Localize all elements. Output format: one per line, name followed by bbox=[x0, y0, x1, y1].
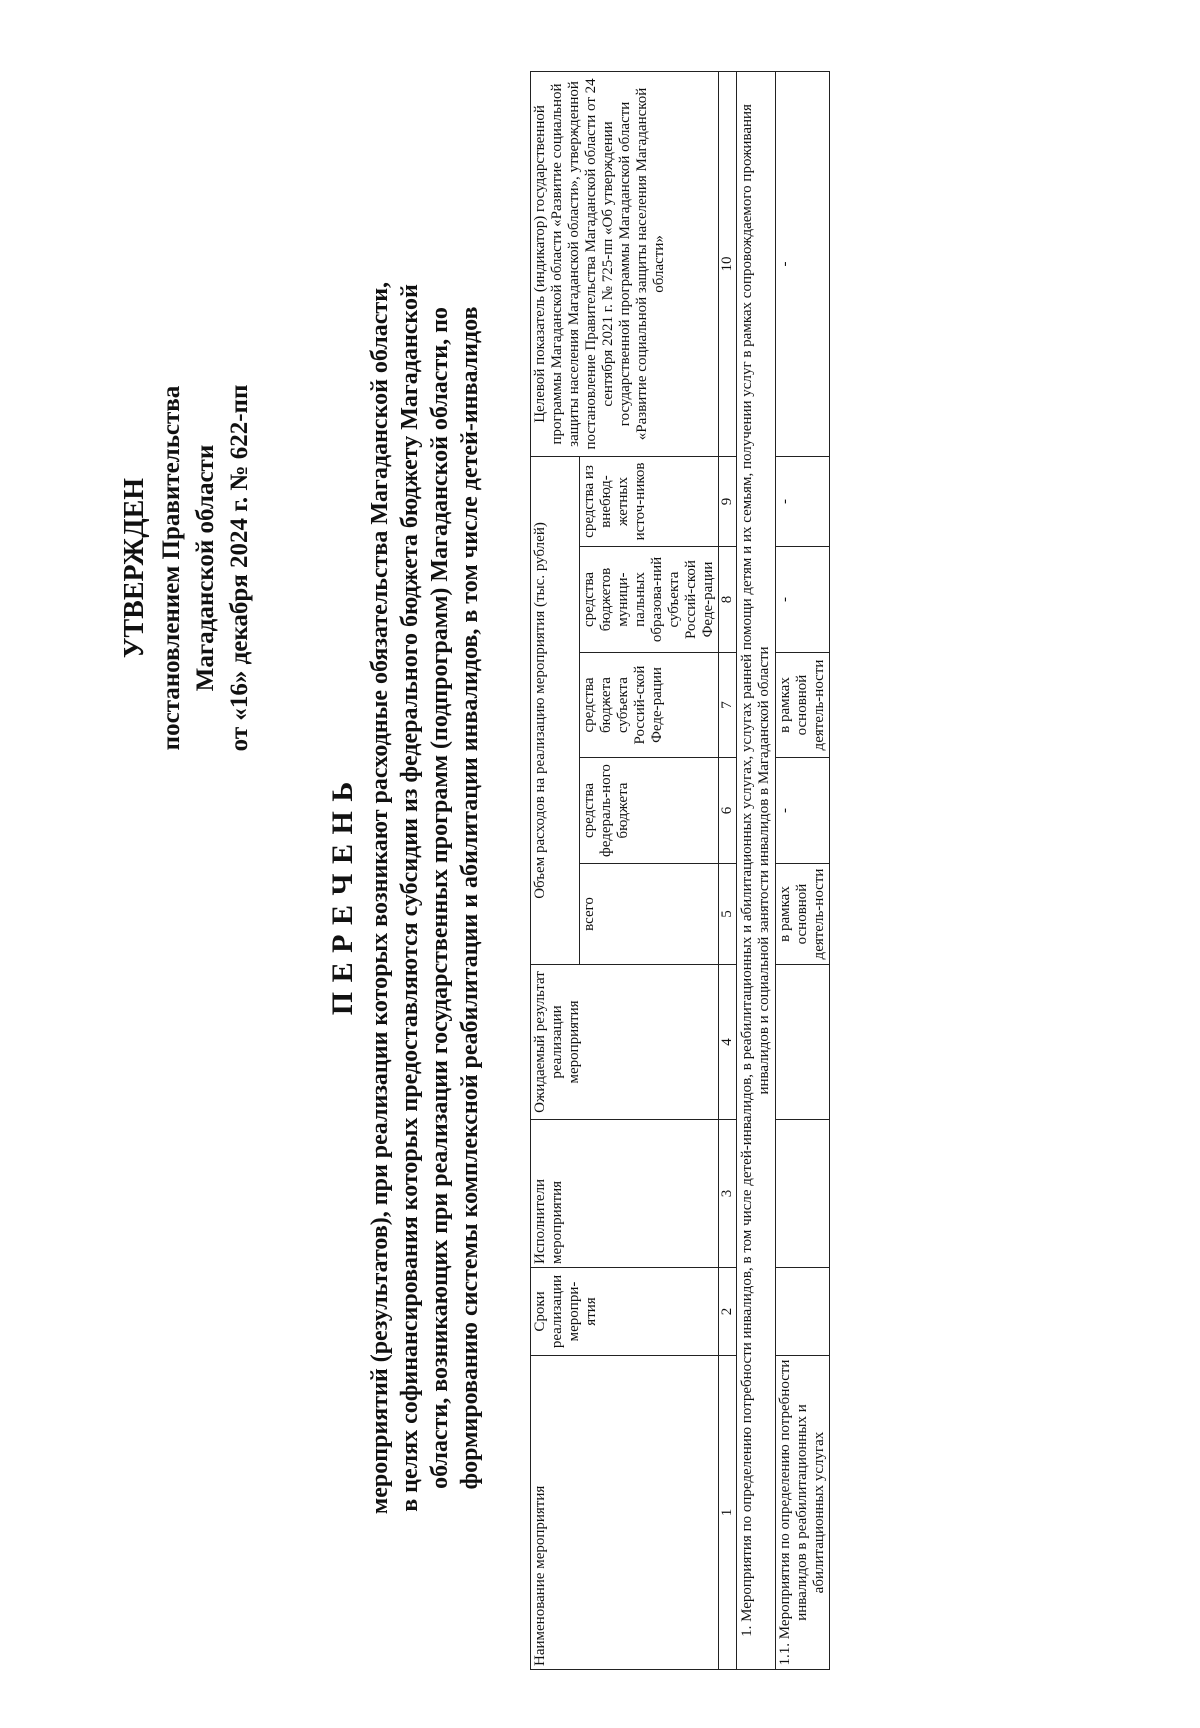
document-subtitle: мероприятий (результатов), при реализации которых возникают расходные обязательства Магаданской области, в целях софинансирования которых предоставляются субсидии из федерального бюджета бюджету Магаданской области, возникающих при реализации государственных программ (подпрограмм) Магаданской области, по формированию системы комплексной реабилитации и абилитации инвалидов, в том числе детей-инвалидов bbox=[367, 281, 483, 1515]
column-number: 1 bbox=[719, 1356, 737, 1670]
approval-stamp-heading: УТВЕРЖДЕН bbox=[119, 477, 150, 659]
row-1-1-result bbox=[776, 965, 830, 1120]
header-indicator: Целевой показатель (индикатор) государственной программы Магаданской области «Развитие социальной защиты населения Магаданской области», утвержденной постановление Правительства Магаданской области от 24 сентября 2021 г. № 725-пп «Об утверждении государственной программы Магаданской области «Развитие социальной защиты населения Магаданской области» bbox=[531, 71, 719, 456]
row-1-1-name: 1.1. Мероприятия по определению потребности инвалидов в реабилитационных и абилитационных услугах bbox=[776, 1356, 830, 1670]
header-subject: средства бюджета субъекта Россий-ской Феде-рации bbox=[580, 653, 719, 758]
approval-line-2: Магаданской области bbox=[192, 444, 219, 692]
measures-table bbox=[530, 71, 830, 1670]
column-number: 3 bbox=[719, 1120, 737, 1268]
document-heading bbox=[325, 278, 485, 1518]
row-1-1-offbudget: - bbox=[776, 456, 830, 546]
document-title: П Е Р Е Ч Е Н Ь bbox=[326, 780, 359, 1016]
row-1-1-total: в рамках основной деятель-ности bbox=[776, 864, 830, 965]
header-executors: Исполнители мероприятия bbox=[531, 1120, 719, 1268]
approval-line-3: от «16» декабря 2024 г. № 622-пп bbox=[226, 384, 253, 752]
row-1-1-federal: - bbox=[776, 758, 830, 864]
row-1-1-executors bbox=[776, 1120, 830, 1268]
header-terms: Сроки реализации меропри-ятия bbox=[531, 1268, 719, 1356]
table-section-row bbox=[737, 71, 776, 1669]
column-number: 8 bbox=[719, 547, 737, 653]
table-header-row bbox=[531, 71, 580, 1669]
header-municipal: средства бюджетов муници-пальных образова-ний субъекта Россий-ской Феде-рации bbox=[580, 547, 719, 653]
table-row bbox=[776, 71, 830, 1669]
column-number: 2 bbox=[719, 1268, 737, 1356]
row-1-1-subject: в рамках основной деятель-ности bbox=[776, 653, 830, 758]
column-number: 7 bbox=[719, 653, 737, 758]
row-1-1-terms bbox=[776, 1268, 830, 1356]
header-name: Наименование мероприятия bbox=[531, 1356, 719, 1670]
header-offbudget: средства из внебюд-жетных источ-ников bbox=[580, 456, 719, 546]
header-total: всего bbox=[580, 864, 719, 965]
row-1-1-indicator: - bbox=[776, 71, 830, 456]
row-1-1-municipal: - bbox=[776, 547, 830, 653]
column-number: 10 bbox=[719, 71, 737, 456]
header-result: Ожидаемый результат реализации мероприятия bbox=[531, 965, 719, 1120]
column-number: 9 bbox=[719, 456, 737, 546]
column-number: 6 bbox=[719, 758, 737, 864]
section-1-title: 1. Мероприятия по определению потребности инвалидов, в том числе детей-инвалидов, в реабилитационных и абилитационных услугах, услугах ранней помощи детям и их семьям, получении услуг в рамках сопровождаемого проживания инвалидов и социальной занятости инвалидов в Магаданской области bbox=[737, 71, 776, 1669]
approval-line-1: постановлением Правительства bbox=[158, 385, 185, 751]
column-number-row bbox=[719, 71, 737, 1669]
header-federal: средства федераль-ного бюджета bbox=[580, 758, 719, 864]
header-volume: Объем расходов на реализацию мероприятия (тыс. рублей) bbox=[531, 456, 580, 964]
column-number: 4 bbox=[719, 965, 737, 1120]
column-number: 5 bbox=[719, 864, 737, 965]
approval-stamp bbox=[118, 268, 257, 868]
